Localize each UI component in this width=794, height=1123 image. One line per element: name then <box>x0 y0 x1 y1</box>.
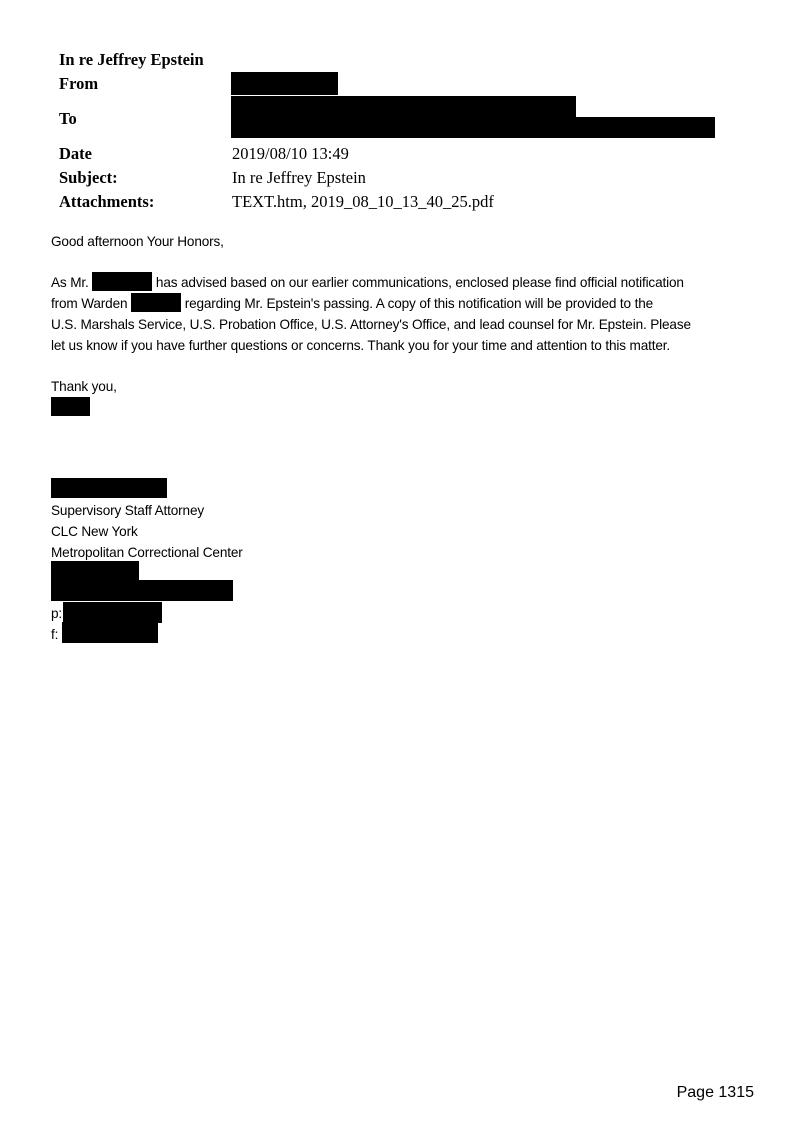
fax-label: f: <box>51 627 59 642</box>
name-redaction-1 <box>92 272 152 291</box>
signature-org: CLC New York <box>51 524 138 539</box>
to-label: To <box>59 109 77 128</box>
body-line-3: U.S. Marshals Service, U.S. Probation Office, U.S. Attorney's Office, and lead counsel for Mr. Epstein. Please <box>51 317 691 332</box>
phone-line <box>51 603 62 624</box>
email-title: In re Jeffrey Epstein <box>59 50 204 69</box>
greeting: Good afternoon Your Honors, <box>51 234 224 249</box>
date-label: Date <box>59 144 92 163</box>
signature-facility: Metropolitan Correctional Center <box>51 545 243 560</box>
body-line-4: let us know if you have further questions or concerns. Thank you for your time and attention to this matter. <box>51 338 671 353</box>
body-line-1-start: As Mr. <box>51 275 89 290</box>
phone-redaction <box>63 602 162 623</box>
date-value: 2019/08/10 13:49 <box>232 144 349 163</box>
closing: Thank you, <box>51 379 117 394</box>
warden-name-redaction <box>131 293 181 312</box>
fax-redaction <box>62 622 158 643</box>
phone-label: p: <box>51 606 63 621</box>
body-line-2 <box>51 293 653 314</box>
from-label: From <box>59 74 99 93</box>
to-redaction-line2 <box>231 117 715 138</box>
body-line-2-start: from Warden <box>51 296 128 311</box>
sender-first-name-redaction <box>51 397 90 416</box>
body-line-1-end: has advised based on our earlier communications, enclosed please find official notification <box>155 275 684 290</box>
subject-value: In re Jeffrey Epstein <box>232 168 366 187</box>
address-redaction-2 <box>51 580 233 601</box>
signature-title: Supervisory Staff Attorney <box>51 503 205 518</box>
address-redaction-1 <box>51 561 139 582</box>
attachments-value: TEXT.htm, 2019_08_10_13_40_25.pdf <box>232 192 494 211</box>
signature-name-redaction <box>51 478 167 498</box>
page-number: Page 1315 <box>676 1084 754 1101</box>
fax-line <box>51 624 58 645</box>
body-line-1 <box>51 272 684 293</box>
attachments-label: Attachments: <box>59 192 155 211</box>
from-redaction <box>231 72 338 95</box>
subject-label: Subject: <box>59 168 118 187</box>
to-redaction-line1 <box>231 96 576 118</box>
body-line-2-end: regarding Mr. Epstein's passing. A copy of this notification will be provided to the <box>184 296 654 311</box>
